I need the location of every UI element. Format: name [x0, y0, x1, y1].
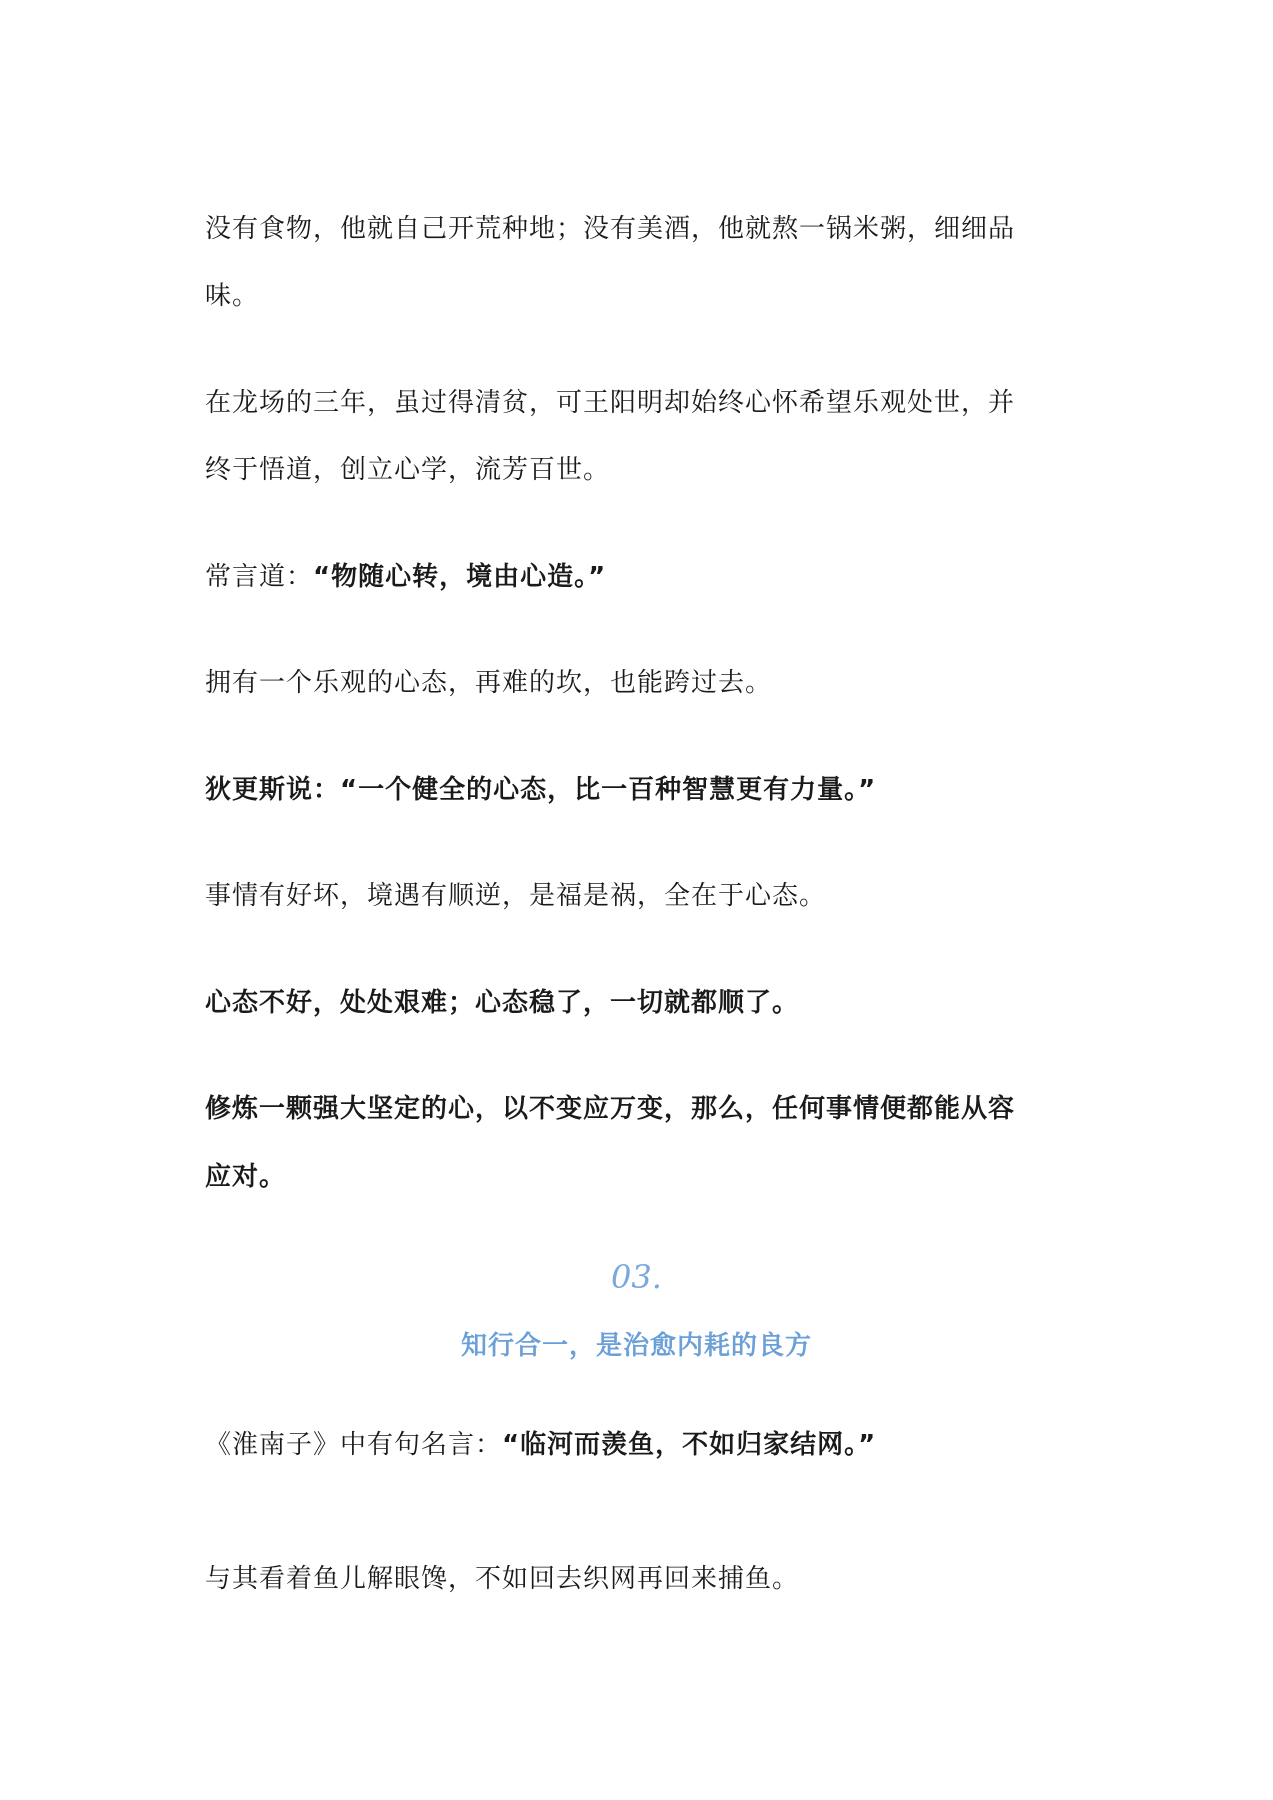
paragraph-bold: 修炼一颗强大坚定的心，以不变应万变，那么，任何事情便都能从容: [205, 1094, 1016, 1124]
paragraph-line: 没有食物，他就自己开荒种地；没有美酒，他就熬一锅米粥，细细品: [205, 214, 1016, 244]
quote-prefix: 《淮南子》中有句名言：: [205, 1430, 503, 1460]
paragraph-line: 事情有好坏，境遇有顺逆，是福是祸，全在于心态。: [205, 881, 827, 911]
quote-prefix: 常言道：: [205, 562, 314, 592]
paragraph-bold: 狄更斯说：“一个健全的心态，比一百种智慧更有力量。”: [205, 775, 877, 805]
section-title: 知行合一，是治愈内耗的良方: [460, 1331, 812, 1361]
paragraph-bold: 应对。: [205, 1162, 287, 1192]
paragraph-line: 终于悟道，创立心学，流芳百世。: [205, 455, 611, 485]
paragraph-line: 在龙场的三年，虽过得清贫，可王阳明却始终心怀希望乐观处世，并: [205, 388, 1016, 418]
paragraph-quote: [205, 1430, 1085, 1460]
quote-text: “临河而羡鱼，不如归家结网。”: [502, 1430, 877, 1460]
quote-text: “物随心转，境由心造。”: [313, 562, 607, 592]
section-number: 03.: [611, 1258, 662, 1296]
paragraph-line: 味。: [205, 281, 260, 311]
paragraph-line: 与其看着鱼儿解眼馋，不如回去织网再回来捕鱼。: [205, 1564, 800, 1594]
paragraph-quote: [205, 562, 1085, 592]
paragraph-line: 拥有一个乐观的心态，再难的坎，也能跨过去。: [205, 668, 773, 698]
paragraph-bold: 心态不好，处处艰难；心态稳了，一切就都顺了。: [205, 988, 800, 1018]
